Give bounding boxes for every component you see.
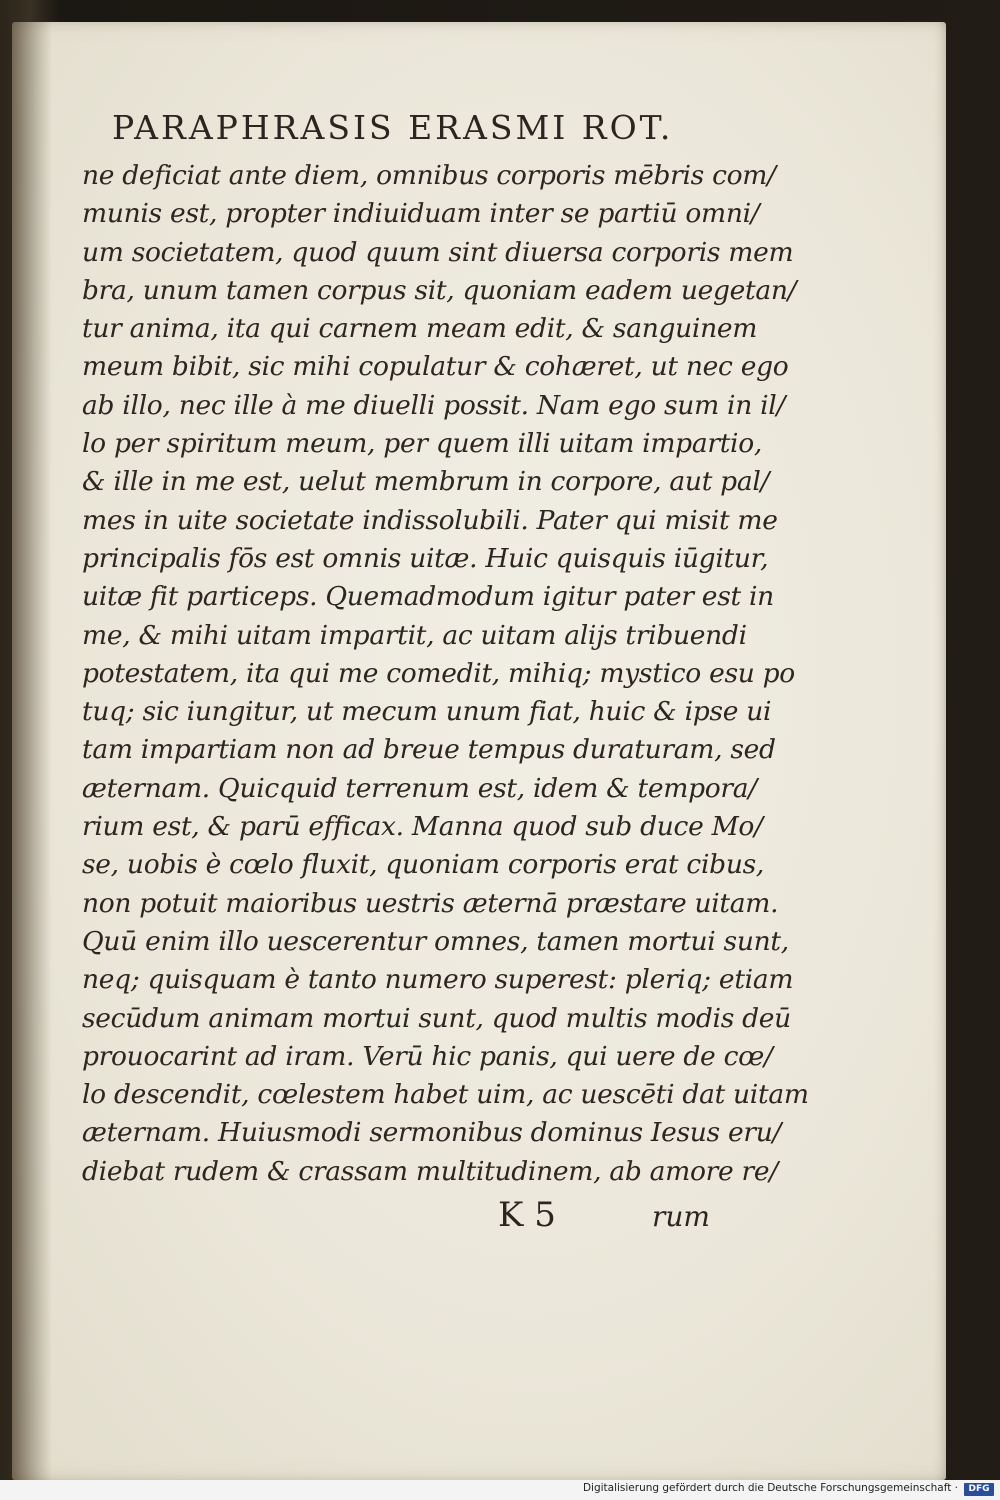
text-line: Quū enim illo uescerentur omnes, tamen mortui sunt,: [82, 925, 789, 957]
text-line: diebat rudem & crassam multitudinem, ab amore re/: [82, 1155, 778, 1187]
text-line: rium est, & parū efficax. Manna quod sub duce Mo/: [82, 811, 763, 843]
text-line: lo per spiritum meum, per quem illi uitam impartio,: [82, 428, 763, 460]
text-line: me, & mihi uitam impartit, ac uitam alijs tribuendi: [82, 619, 747, 651]
text-line: um societatem, quod quum sint diuersa corporis mem: [82, 236, 794, 268]
running-head: PARAPHRASIS ERASMI ROT.: [112, 108, 674, 147]
text-line: principalis fōs est omnis uitæ. Huic quisquis iūgitur,: [82, 542, 769, 574]
text-line: secūdum animam mortui sunt, quod multis modis deū: [82, 1002, 791, 1034]
text-line: munis est, propter indiuiduam inter se partiū omni/: [82, 198, 760, 230]
body-text: [82, 157, 809, 1191]
text-line: meum bibit, sic mihi copulatur & cohæret, ut nec ego: [82, 351, 789, 383]
signature-mark: K 5: [498, 1195, 556, 1235]
catchword: rum: [652, 1200, 710, 1233]
text-line: tam impartiam non ad breue tempus duraturam, sed: [82, 734, 776, 766]
text-line: & ille in me est, uelut membrum in corpore, aut pal/: [82, 466, 770, 498]
digitization-footer: [0, 1480, 1000, 1500]
text-line: uitæ fit particeps. Quemadmodum igitur pater est in: [82, 581, 774, 613]
text-line: se, uobis è cœlo fluxit, quoniam corporis erat cibus,: [82, 849, 765, 881]
text-line: prouocarint ad iram. Verū hic panis, qui uere de cœ/: [82, 1040, 773, 1072]
footer-credit-text: Digitalisierung gefördert durch die Deutsche Forschungsgemeinschaft ·: [582, 1482, 958, 1494]
text-line: tur anima, ita qui carnem meam edit, & sanguinem: [82, 313, 758, 345]
text-line: æternam. Quicquid terrenum est, idem & tempora/: [82, 772, 757, 804]
text-line: tuq; sic iungitur, ut mecum unum fiat, huic & ipse ui: [82, 696, 772, 728]
page-gutter-shadow: [12, 22, 52, 1480]
text-line: mes in uite societate indissolubili. Pater qui misit me: [82, 504, 778, 536]
text-line: bra, unum tamen corpus sit, quoniam eadem uegetan/: [82, 274, 797, 306]
text-line: lo descendit, cœlestem habet uim, ac uescēti dat uitam: [82, 1079, 809, 1111]
text-line: ne deficiat ante diem, omnibus corporis mēbris com/: [82, 160, 776, 191]
text-line: non potuit maioribus uestris æternā præstare uitam.: [82, 887, 779, 919]
text-line: neq; quisquam è tanto numero superest: pleriq; etiam: [82, 964, 794, 996]
text-line: potestatem, ita qui me comedit, mihiq; mystico esu po: [82, 657, 795, 689]
dfg-logo-icon: DFG: [964, 1483, 994, 1496]
text-line: æternam. Huiusmodi sermonibus dominus Iesus eru/: [82, 1117, 782, 1149]
text-line: ab illo, nec ille à me diuelli possit. Nam ego sum in il/: [82, 389, 786, 421]
